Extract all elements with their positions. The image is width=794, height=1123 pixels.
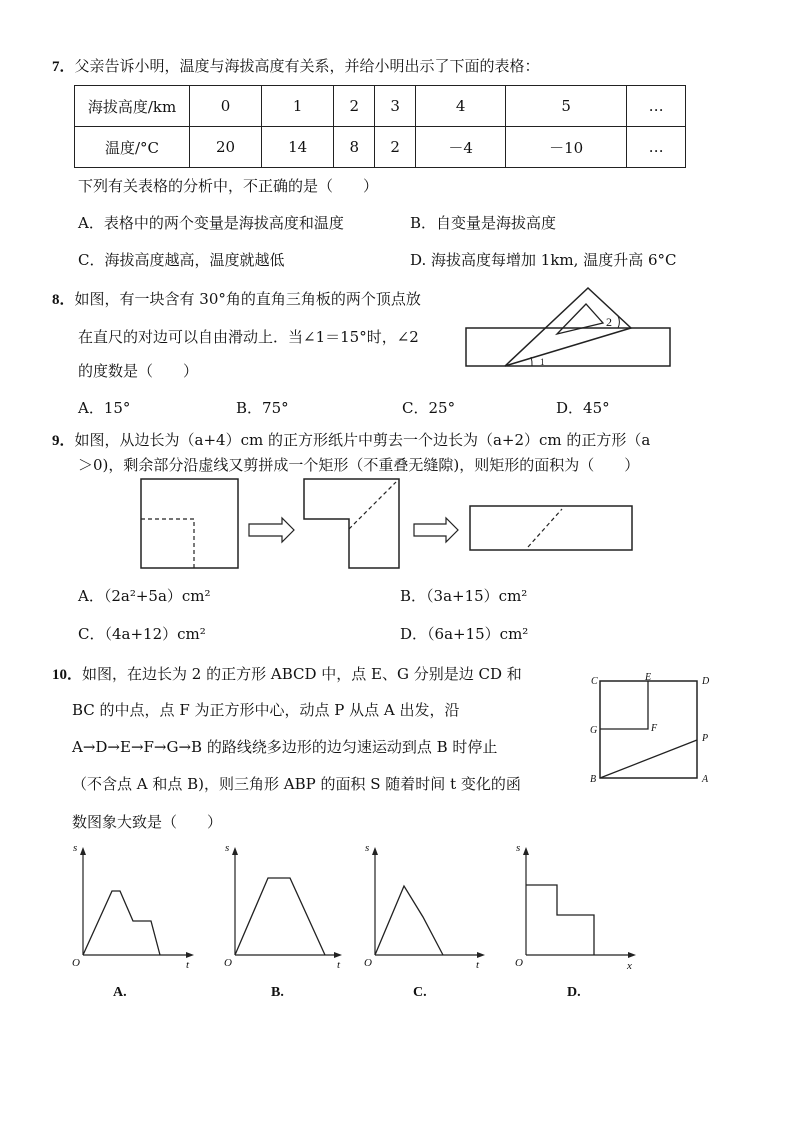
q10-line4: （不含点 A 和点 B)，则三角形 ABP 的面积 S 随着时间 t 变化的函 — [72, 775, 521, 793]
y-label: s — [516, 842, 521, 854]
y-arrow-icon — [232, 847, 238, 855]
q8-option-d[interactable]: D．45° — [556, 399, 610, 417]
graph-a[interactable] — [72, 842, 194, 1000]
q10-line5: 数图象大致是（ ） — [72, 813, 223, 831]
label-c: C — [591, 676, 598, 687]
q8-option-b[interactable]: B．75° — [236, 399, 289, 417]
graph-c-curve — [375, 886, 443, 955]
q8-line3: 的度数是（ ） — [78, 362, 199, 380]
q10-line1-text: 如图，在边长为 2 的正方形 ABCD 中，点 E、G 分别是边 CD 和 — [82, 665, 522, 683]
graph-a-curve — [83, 891, 160, 955]
q9-option-a[interactable]: A．（2a²+5a）cm² — [78, 587, 211, 605]
q7-option-c[interactable]: C．海拔高度越高，温度就越低 — [78, 251, 285, 269]
q9-line2: ＞0)，剩余部分沿虚线又剪拼成一个矩形（不重叠无缝隙)，则矩形的面积为（ ） — [78, 456, 640, 474]
table-cell: 20 — [190, 127, 262, 168]
y-arrow-icon — [80, 847, 86, 855]
y-label: s — [73, 842, 78, 854]
angle-2-label: 2 — [606, 315, 612, 329]
table-cell: … — [627, 86, 686, 127]
table-cell: 2 — [334, 86, 375, 127]
q8-number: 8． — [52, 292, 75, 308]
q9-option-b[interactable]: B．（3a+15）cm² — [400, 587, 528, 605]
x-label: t — [476, 959, 480, 971]
y-arrow-icon — [523, 847, 529, 855]
label-a: A — [702, 774, 709, 785]
q8-line2: 在直尺的对边可以自由滑动上．当∠1＝15°时，∠2 — [78, 328, 419, 346]
q9-option-d[interactable]: D．（6a+15）cm² — [400, 625, 529, 643]
label-b: B — [590, 774, 597, 785]
x-arrow-icon — [477, 952, 485, 958]
x-label: x — [627, 960, 632, 972]
origin-label: O — [515, 957, 523, 969]
label-e: E — [645, 672, 652, 683]
angle-1-label: 1 — [540, 357, 545, 367]
graph-d-curve — [526, 885, 594, 955]
y-arrow-icon — [372, 847, 378, 855]
table-cell: 2 — [375, 127, 416, 168]
origin-label: O — [224, 957, 232, 969]
label-g: G — [590, 725, 598, 736]
graph-a-label: A. — [113, 985, 127, 1000]
x-arrow-icon — [186, 952, 194, 958]
q8-option-c[interactable]: C．25° — [402, 399, 456, 417]
q10-line2: BC 的中点，点 F 为正方形中心，动点 P 从点 A 出发，沿 — [72, 701, 460, 719]
q8-line1-text: 如图，有一块含有 30°角的直角三角板的两个顶点放 — [74, 290, 421, 308]
label-f: F — [651, 723, 658, 734]
table-cell: －10 — [506, 127, 627, 168]
table-cell: 5 — [506, 86, 627, 127]
label-p: P — [702, 733, 709, 744]
origin-label: O — [72, 957, 80, 969]
q7-number: 7． — [52, 59, 75, 75]
table-cell: … — [627, 127, 686, 168]
table-cell: 1 — [262, 86, 334, 127]
table-header-altitude: 海拔高度/km — [75, 86, 190, 127]
q9-line1-text: 如图，从边长为（a+4）cm 的正方形纸片中剪去一个边长为（a+2）cm 的正方形（a — [74, 431, 651, 449]
graph-d[interactable] — [515, 842, 636, 1000]
table-cell: 0 — [190, 86, 262, 127]
q7-stem-text: 父亲告诉小明，温度与海拔高度有关系，并给小明出示了下面的表格： — [74, 57, 540, 75]
y-label: s — [225, 842, 230, 854]
x-label: t — [186, 959, 190, 971]
table-cell: 14 — [262, 127, 334, 168]
graph-b-curve — [235, 878, 325, 955]
q10-line3: A→D→E→F→G→B 的路线绕多边形的边匀速运动到点 B 时停止 — [72, 738, 498, 756]
q9-number: 9． — [52, 433, 75, 449]
q8-option-a[interactable]: A．15° — [78, 399, 131, 417]
graph-c[interactable] — [364, 842, 485, 1000]
label-d: D — [702, 676, 710, 687]
graph-b[interactable] — [224, 842, 342, 1000]
table-cell: 3 — [375, 86, 416, 127]
q7-option-d[interactable]: D. 海拔高度每增加 1km, 温度升高 6°C — [410, 251, 677, 269]
q7-question: 下列有关表格的分析中，不正确的是（ ） — [78, 177, 379, 195]
x-arrow-icon — [628, 952, 636, 958]
graph-c-label: C. — [413, 985, 427, 1000]
origin-label: O — [364, 957, 372, 969]
q7-option-a[interactable]: A．表格中的两个变量是海拔高度和温度 — [78, 214, 344, 232]
table-cell: 8 — [334, 127, 375, 168]
x-arrow-icon — [334, 952, 342, 958]
table-cell: －4 — [416, 127, 506, 168]
x-label: t — [337, 959, 341, 971]
table-header-temperature: 温度/°C — [75, 127, 190, 168]
table-cell: 4 — [416, 86, 506, 127]
graph-b-label: B. — [271, 985, 284, 1000]
q9-option-c[interactable]: C．（4a+12）cm² — [78, 625, 206, 643]
q10-number: 10． — [52, 667, 83, 683]
q7-option-b[interactable]: B．自变量是海拔高度 — [410, 214, 557, 232]
graph-d-label: D. — [567, 985, 581, 1000]
y-label: s — [365, 842, 370, 854]
